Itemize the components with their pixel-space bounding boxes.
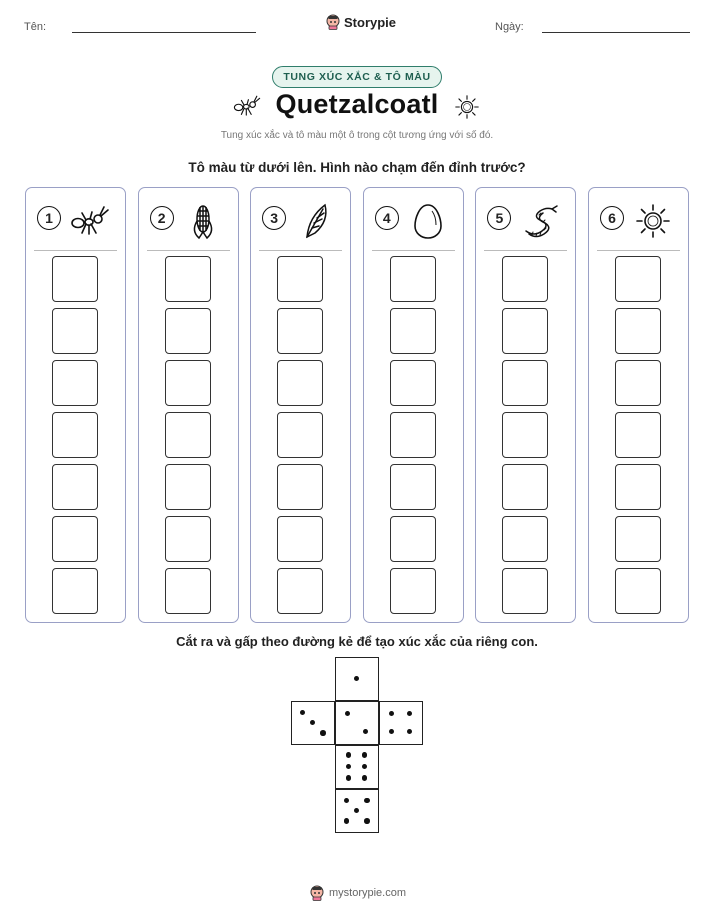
tracker-column-5 [475,187,576,623]
color-box[interactable] [502,516,548,562]
footer-url[interactable]: mystorypie.com [329,887,407,899]
color-box[interactable] [615,568,661,614]
dice-pip [362,752,368,758]
column-number: 3 [262,206,286,230]
column-divider [259,250,342,251]
dice-pip [344,818,350,824]
column-divider [147,250,230,251]
dice-pip [407,711,413,717]
serpent-icon [520,201,560,241]
color-box[interactable] [277,568,323,614]
egg-icon [408,201,448,241]
color-box[interactable] [502,568,548,614]
color-box[interactable] [615,412,661,458]
column-number: 1 [37,206,61,230]
color-box[interactable] [165,412,211,458]
column-number: 5 [487,206,511,230]
corn-icon [183,201,223,241]
dice-face-5 [335,789,379,833]
tracker-column-2 [138,187,239,623]
color-box[interactable] [277,308,323,354]
dice-pip [320,730,326,736]
column-number: 2 [150,206,174,230]
dice-pip [364,818,370,824]
color-box[interactable] [277,256,323,302]
color-box[interactable] [615,308,661,354]
color-box[interactable] [165,256,211,302]
page-title: Quetzalcoatl [275,89,439,119]
instruction-text: Tô màu từ dưới lên. Hình nào chạm đến đỉnh trước? [188,160,526,175]
dice-pip [346,764,352,770]
column-number: 6 [600,206,624,230]
color-box[interactable] [277,360,323,406]
color-box[interactable] [165,464,211,510]
dice-pip [344,798,350,804]
dice-face-1 [335,657,379,701]
color-box[interactable] [390,464,436,510]
color-box[interactable] [390,412,436,458]
color-box[interactable] [390,516,436,562]
dice-pip [362,775,368,781]
dice-pip [389,729,395,735]
dice-pip [354,808,360,814]
sun-icon [633,201,673,241]
color-box[interactable] [52,568,98,614]
column-divider [34,250,117,251]
color-box[interactable] [165,568,211,614]
dice-face-3 [291,701,335,745]
feather-icon [295,201,335,241]
tracker-column-1 [25,187,126,623]
cut-instruction: Cắt ra và gấp theo đường kẻ để tạo xúc xắc của riêng con. [176,634,538,649]
column-divider [597,250,680,251]
dice-pip [310,720,316,726]
tracker-column-4 [363,187,464,623]
brand-name: Storypie [344,14,397,30]
color-box[interactable] [615,360,661,406]
ant-icon [70,201,110,241]
subtitle: Tung xúc xắc và tô màu một ô trong cột tương ứng với số đó. [220,130,494,141]
color-box[interactable] [52,308,98,354]
column-number: 4 [375,206,399,230]
color-box[interactable] [502,464,548,510]
dice-face-2 [335,701,379,745]
column-divider [484,250,567,251]
color-box[interactable] [390,256,436,302]
color-box[interactable] [165,516,211,562]
activity-badge: TUNG XÚC XẮC & TÔ MÀU [272,66,441,88]
dice-pip [346,752,352,758]
dice-pip [345,711,351,717]
dice-pip [354,676,360,682]
color-box[interactable] [165,360,211,406]
color-box[interactable] [615,516,661,562]
dice-pip [346,775,352,781]
color-box[interactable] [615,464,661,510]
color-box[interactable] [165,308,211,354]
color-box[interactable] [502,412,548,458]
footer [310,885,406,901]
storypie-logo [326,14,396,30]
name-label: Tên: [24,21,47,33]
column-divider [372,250,455,251]
dice-face-4 [379,701,423,745]
color-box[interactable] [277,464,323,510]
color-box[interactable] [615,256,661,302]
storypie-mascot-icon [310,885,324,901]
color-box[interactable] [52,516,98,562]
sun-icon [453,93,481,121]
dice-pip [407,729,413,735]
name-line[interactable] [72,32,256,33]
date-line[interactable] [542,32,690,33]
date-label: Ngày: [495,21,524,33]
color-box[interactable] [390,568,436,614]
color-box[interactable] [277,516,323,562]
color-box[interactable] [52,360,98,406]
tracker-column-6 [588,187,689,623]
color-box[interactable] [52,256,98,302]
dice-pip [363,729,369,735]
color-box[interactable] [502,360,548,406]
storypie-mascot-icon [326,14,340,30]
dice-face-6 [335,745,379,789]
color-box[interactable] [277,412,323,458]
color-box[interactable] [390,360,436,406]
tracker-column-3 [250,187,351,623]
color-box[interactable] [502,256,548,302]
dice-pip [362,764,368,770]
color-box[interactable] [390,308,436,354]
dice-pip [389,711,395,717]
color-box[interactable] [52,464,98,510]
dice-pip [300,710,306,716]
dice-pip [364,798,370,804]
color-box[interactable] [52,412,98,458]
color-box[interactable] [502,308,548,354]
